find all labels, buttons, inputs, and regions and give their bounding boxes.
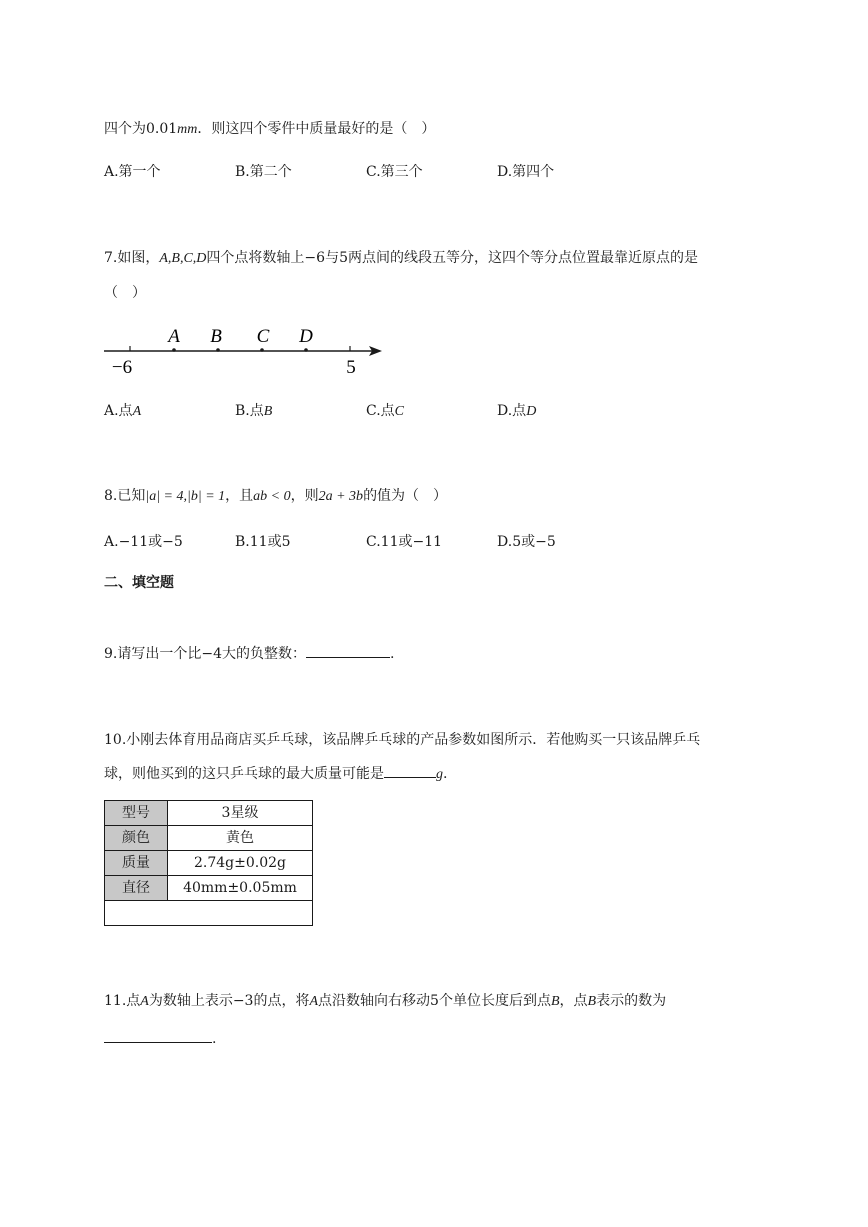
q7-option-a-prefix: A.点 xyxy=(104,403,133,419)
q8-text-2: ，则 xyxy=(290,488,319,504)
q11-answer-line xyxy=(104,1028,216,1049)
spec-value-mass: 2.74g±0.02g xyxy=(168,851,313,876)
q11-number-2: 5 xyxy=(430,993,439,1009)
q11-number-1: −3 xyxy=(232,993,254,1009)
q7-paren: （ ） xyxy=(104,285,146,301)
q8-option-c-prefix: C. xyxy=(366,534,381,550)
q9-answer-blank[interactable] xyxy=(306,643,390,658)
q6-option-a[interactable]: A.第一个 xyxy=(104,164,161,180)
q6-option-c[interactable]: C.第三个 xyxy=(366,164,423,180)
q6-option-b[interactable]: B.第二个 xyxy=(235,164,292,180)
spec-value-diameter: 40mm±0.05mm xyxy=(168,876,313,901)
q8-expression: 2a + 3b xyxy=(318,489,364,504)
section-title: 二、填空题 xyxy=(104,575,174,591)
q6-option-d[interactable]: D.第四个 xyxy=(497,164,555,180)
q10-unit: g xyxy=(436,767,443,782)
q8-suffix: 的值为（ ） xyxy=(363,488,448,504)
q8-text-1: ，且 xyxy=(225,488,254,504)
q7-option-c[interactable] xyxy=(366,401,404,422)
q8-option-d-value: 5或−5 xyxy=(512,534,556,550)
q11-var-b: B xyxy=(550,994,560,1009)
q6-text-post: ．则这四个零件中质量最好的是（ ） xyxy=(197,121,436,137)
q10-line-2 xyxy=(104,763,447,785)
label-c: C xyxy=(256,326,270,347)
q10-answer-blank[interactable] xyxy=(384,763,436,778)
q6-value: 0.01 xyxy=(146,121,178,137)
q7-number-1: −6 xyxy=(304,250,326,266)
spec-row-empty xyxy=(105,901,313,926)
q7-option-a[interactable] xyxy=(104,401,141,422)
q11-end: . xyxy=(212,1031,217,1047)
label-a: A xyxy=(168,326,180,347)
q6-text-pre: 四个为 xyxy=(104,121,146,137)
q11-var-a: A xyxy=(140,994,149,1009)
q7-number-2: 5 xyxy=(339,250,348,266)
spec-key-model: 型号 xyxy=(105,801,168,826)
number-line-figure xyxy=(100,318,390,380)
q8-option-c[interactable] xyxy=(366,532,442,552)
spec-key-mass: 质量 xyxy=(105,851,168,876)
q7-option-c-var: C xyxy=(394,404,405,419)
q6-stem xyxy=(104,119,435,140)
q7-stem xyxy=(104,248,698,269)
q7-option-b[interactable] xyxy=(235,401,272,422)
q8-stem xyxy=(104,486,447,507)
q6-unit: mm xyxy=(177,122,198,137)
label-5: 5 xyxy=(346,357,356,378)
q7-text-3: 两点间的线段五等分，这四个等分点位置最靠近原点的是 xyxy=(347,250,698,266)
q7-option-a-var: A xyxy=(132,404,142,419)
q11-text-5: ，点 xyxy=(559,993,588,1009)
q8-option-d-prefix: D. xyxy=(497,534,513,550)
spec-row-mass xyxy=(105,851,313,876)
spec-value-model: 3星级 xyxy=(168,801,313,826)
q7-option-d[interactable] xyxy=(497,401,536,422)
q10-end: . xyxy=(443,766,448,782)
q11-stem xyxy=(104,991,666,1012)
q8-option-b-value: 11或5 xyxy=(249,534,291,550)
q8-option-a[interactable] xyxy=(104,532,183,552)
q7-option-b-prefix: B.点 xyxy=(235,403,264,419)
spec-empty-cell xyxy=(105,901,313,926)
spec-row-diameter xyxy=(105,876,313,901)
label-d: D xyxy=(299,326,313,347)
q8-option-b-prefix: B. xyxy=(235,534,250,550)
q9-value: −4 xyxy=(201,646,222,662)
q11-answer-blank[interactable] xyxy=(104,1028,212,1043)
label-minus-6: −6 xyxy=(111,357,133,378)
q9-suffix: 大的负整数： xyxy=(222,646,306,662)
q11-text-2: 的点，将 xyxy=(253,993,310,1009)
point-c-dot xyxy=(260,348,264,352)
q8-option-c-value: 11或−11 xyxy=(380,534,443,550)
q11-text-1: 为数轴上表示 xyxy=(148,993,233,1009)
q10-line-2-text: 球，则他买到的这只乒乓球的最大质量可能是 xyxy=(104,766,384,782)
q11-text-4: 个单位长度后到点 xyxy=(438,993,551,1009)
spec-key-color: 颜色 xyxy=(105,826,168,851)
label-b: B xyxy=(210,326,222,347)
spec-value-color: 黄色 xyxy=(168,826,313,851)
point-d-dot xyxy=(304,348,308,352)
q8-option-a-value: −11或−5 xyxy=(118,534,183,550)
product-spec-table xyxy=(104,800,313,926)
spec-row-color xyxy=(105,826,313,851)
q8-option-a-prefix: A. xyxy=(104,534,119,550)
q8-option-d[interactable] xyxy=(497,532,556,552)
q7-option-d-prefix: D.点 xyxy=(497,403,527,419)
q7-option-d-var: D xyxy=(526,404,537,419)
q9-end: . xyxy=(390,646,395,662)
q7-prefix: 7.如图， xyxy=(104,250,160,266)
q8-condition-2: ab < 0 xyxy=(253,489,291,504)
q11-prefix: 11.点 xyxy=(104,993,141,1009)
q9-prefix: 9.请写出一个比 xyxy=(104,646,202,662)
point-b-dot xyxy=(216,348,220,352)
spec-row-model xyxy=(105,801,313,826)
q10-line-1: 10.小刚去体育用品商店买乒乓球，该品牌乒乓球的产品参数如图所示．若他购买一只该品牌乒乓 xyxy=(104,732,701,748)
q11-text-3: 点沿数轴向右移动 xyxy=(318,993,431,1009)
q7-points: A,B,C,D xyxy=(159,251,207,266)
q11-text-6: 表示的数为 xyxy=(596,993,667,1009)
point-a-dot xyxy=(172,348,176,352)
q9-stem xyxy=(104,643,394,664)
q8-prefix: 8.已知 xyxy=(104,488,146,504)
q7-option-b-var: B xyxy=(263,404,273,419)
q7-text-2: 与 xyxy=(325,250,340,266)
q11-var-b-2: B xyxy=(587,994,597,1009)
q8-condition-1: |a| = 4,|b| = 1 xyxy=(145,489,226,504)
q11-var-a-2: A xyxy=(309,994,319,1009)
q7-option-c-prefix: C.点 xyxy=(366,403,395,419)
q8-option-b[interactable] xyxy=(235,532,290,552)
spec-key-diameter: 直径 xyxy=(105,876,168,901)
q7-text-1: 四个点将数轴上 xyxy=(206,250,305,266)
